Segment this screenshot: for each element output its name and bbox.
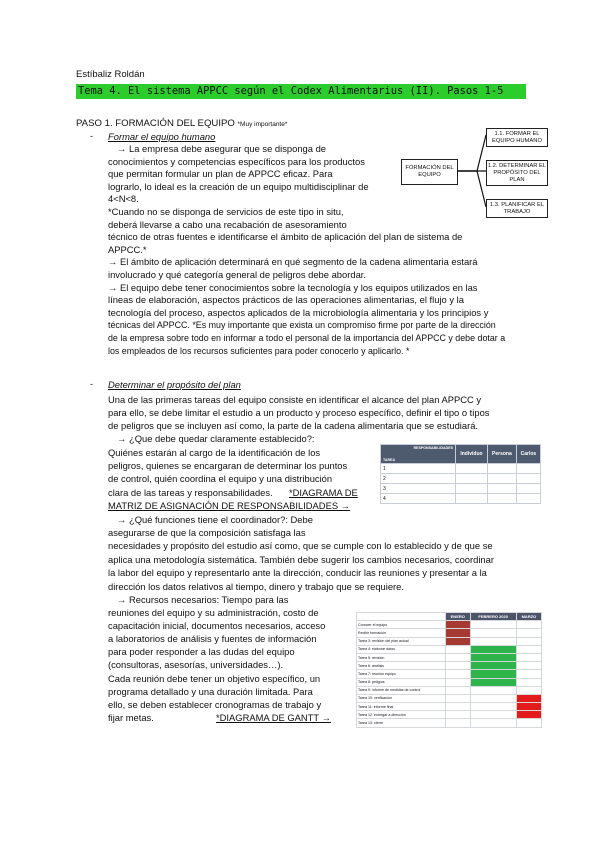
matrix-row-label: 3 xyxy=(381,484,456,494)
text-line: asegurarse de que la composición satisfaga las xyxy=(108,527,306,538)
responsibility-matrix xyxy=(380,444,541,504)
gantt-col-header: FEBRERO 2020 xyxy=(470,613,516,621)
text-line: programa detallado y una duración limitada. Para xyxy=(108,686,313,697)
text-line: fijar metas. xyxy=(108,712,154,723)
text-line: a laboratorios de análisis y fuentes de información xyxy=(108,633,317,644)
text-line: ello, se deben establecer cronogramas de trabajo y xyxy=(108,699,322,710)
bullet-marker: - xyxy=(90,131,93,141)
text-line: APPCC.* xyxy=(108,243,147,255)
step1-note: *Muy importante* xyxy=(237,121,288,128)
text-line: → ¿Que debe quedar claramente establecido?: xyxy=(117,433,315,444)
text-line: → ¿Qué funciones tiene el coordinador?: Debe xyxy=(117,514,313,525)
text-line: dirección los datos relativos al tiempo, dinero y trabajo que se requiere. xyxy=(108,581,404,592)
gantt-task: Recibir formación xyxy=(357,629,446,637)
text-line: → Recursos necesarios: Tiempo para las xyxy=(117,594,289,605)
text-line: involucrado y qué categoría general de peligros debe abordar. xyxy=(108,269,366,280)
gantt-task: Tarea 10: verificación xyxy=(357,694,446,702)
text-line: deberá llevarse a cabo una recabación de asesoramiento xyxy=(108,218,347,230)
bullet1-title: Formar el equipo humano xyxy=(108,131,216,142)
text-line: *DIAGRAMA DE GANTT → xyxy=(216,712,331,723)
gantt-task: Tarea 9: informe de medidas de control xyxy=(357,686,446,694)
table-row xyxy=(381,484,541,494)
table-row xyxy=(381,464,541,474)
text-line: peligros, quienes se encargaran de determinar los puntos xyxy=(108,460,348,471)
gantt-task: Tarea 6: análisis xyxy=(357,662,446,670)
text-line: para poder responder a las dudas del equipo xyxy=(108,646,295,657)
text-line: lograrlo, lo ideal es la creación de un equipo multidisciplinar de xyxy=(108,180,369,192)
matrix-corner-top: RESPONSABILIDADES xyxy=(413,446,453,450)
text-line: *Cuando no se disponga de servicios de este tipo in situ, xyxy=(108,206,344,217)
gantt-task: Tarea 8: peligros xyxy=(357,678,446,686)
text-line: → El equipo debe tener conocimientos sobre la tecnología y los equipos utilizados en las xyxy=(108,281,478,293)
gantt-task: Tarea 5: revisión xyxy=(357,653,446,661)
text-line: conocimientos y competencias específicos para los productos xyxy=(108,155,365,167)
matrix-row-label: 1 xyxy=(381,464,456,474)
text-line: reuniones del equipo y su administración, costo de xyxy=(108,607,319,618)
text-line: capacitación inicial, documentos necesarios, acceso xyxy=(108,620,326,631)
author-name: Estíbaliz Roldán xyxy=(76,69,145,80)
gantt-task: Tarea 11: informe final xyxy=(357,703,446,711)
text-line: técnico de otras fuentes e identificarse el ámbito de aplicación del plan de sistema de xyxy=(108,231,463,243)
matrix-corner xyxy=(381,445,456,464)
gantt-col-header: MARZO xyxy=(516,613,541,621)
text-line: para ello, se debe limitar el estudio a un producto y proceso específico, definir el tipo o tipos xyxy=(108,407,490,418)
text-line: la labor del equipo y representarlo ante la dirección, conducir las reuniones y presentar a la xyxy=(108,567,487,578)
text-line: (consultoras, asesorías, universidades…). xyxy=(108,659,284,670)
gantt-task: Tarea 13: cierre xyxy=(357,719,446,727)
matrix-row-label: 4 xyxy=(381,494,456,504)
text-line: aplica una metodología sistemática. También debe sugerir los cambios necesarios, coordinar xyxy=(108,554,494,565)
gantt-chart xyxy=(356,612,542,728)
text-line: *DIAGRAMA DE xyxy=(289,487,358,498)
gantt-task: Conocer el equipo xyxy=(357,621,446,629)
step1-heading: PASO 1. FORMACIÓN DEL EQUIPO xyxy=(76,118,235,129)
text-line: de control, quién coordina el equipo y una distribución xyxy=(108,473,333,484)
document-title: Tema 4. El sistema APPCC según el Codex Alimentarius (II). Pasos 1-5 xyxy=(76,84,526,99)
text-line: Cada reunión debe tener un objetivo específico, un xyxy=(108,673,321,684)
text-line: de peligros que se incluyen así como, la parte de la cadena alimentaria que se estudiará. xyxy=(108,420,479,431)
diagram-box-1: 1.1. FORMAR EL EQUIPO HUMANO xyxy=(486,128,548,147)
matrix-col-header: Persona xyxy=(487,445,516,464)
matrix-col-header: Carlos xyxy=(516,445,540,464)
text-line: MATRIZ DE ASIGNACIÓN DE RESPONSABILIDADES → xyxy=(108,500,351,511)
table-row xyxy=(381,494,541,504)
text-line: Quiénes estarán al cargo de la identificación de los xyxy=(108,447,321,458)
table-row xyxy=(381,474,541,484)
text-line: → El ámbito de aplicación determinará en qué segmento de la cadena alimentaria estará xyxy=(108,256,478,268)
gantt-col-header: ENERO xyxy=(446,613,471,621)
text-line: los empleados de los recursos suficientes para poder conocerlo y aplicarlo. * xyxy=(108,345,410,356)
diagram-center-box: FORMACIÓN DEL EQUIPO xyxy=(401,159,458,185)
text-line: 4<N<8. xyxy=(108,193,139,205)
gantt-task: Tarea 12: entregar a dirección xyxy=(357,711,446,719)
text-line: necesidades y propósito del estudio así como, que se cumple con lo establecido y de que se xyxy=(108,540,493,551)
diagram-box-3: 1.3. PLANIFICAR EL TRABAJO xyxy=(486,199,548,218)
diagram-box-2: 1.2. DETERMINAR EL PROPÓSITO DEL PLAN xyxy=(486,160,548,186)
matrix-col-header: Individuo xyxy=(456,445,488,464)
matrix-corner-bottom: TAREA xyxy=(383,458,396,462)
text-line: que permitan formular un plan de APPCC eficaz. Para xyxy=(108,168,333,180)
gantt-task: Tarea 4: elaborar datos xyxy=(357,645,446,653)
step1-heading-row xyxy=(76,118,287,131)
bullet2-title: Determinar el propósito del plan xyxy=(108,379,241,390)
text-line: → La empresa debe asegurar que se disponga de xyxy=(117,143,326,154)
text-line: Una de las primeras tareas del equipo consiste en identificar el alcance del plan APPCC y xyxy=(108,394,482,405)
text-line: tecnología del proceso, aspectos aplicados de la microbiología alimentaria y los principios y xyxy=(108,306,489,318)
bullet-marker: - xyxy=(90,379,93,389)
text-line: clara de las tareas y responsabilidades. xyxy=(108,487,273,498)
matrix-row-label: 2 xyxy=(381,474,456,484)
gantt-task: Tarea 3: revisión del plan actual xyxy=(357,637,446,645)
gantt-task: Tarea 7: reunión equipo xyxy=(357,670,446,678)
text-line: técnicas del APPCC. *Es muy importante que exista un compromiso firme por parte de la dirección xyxy=(108,320,496,331)
text-line: de la empresa sobre todo en informar a todo el personal de la importancia del APPCC y debe dotar a xyxy=(108,333,506,343)
text-line: líneas de elaboración, aspectos prácticos de las operaciones alimentarias, el flujo y la xyxy=(108,294,464,306)
